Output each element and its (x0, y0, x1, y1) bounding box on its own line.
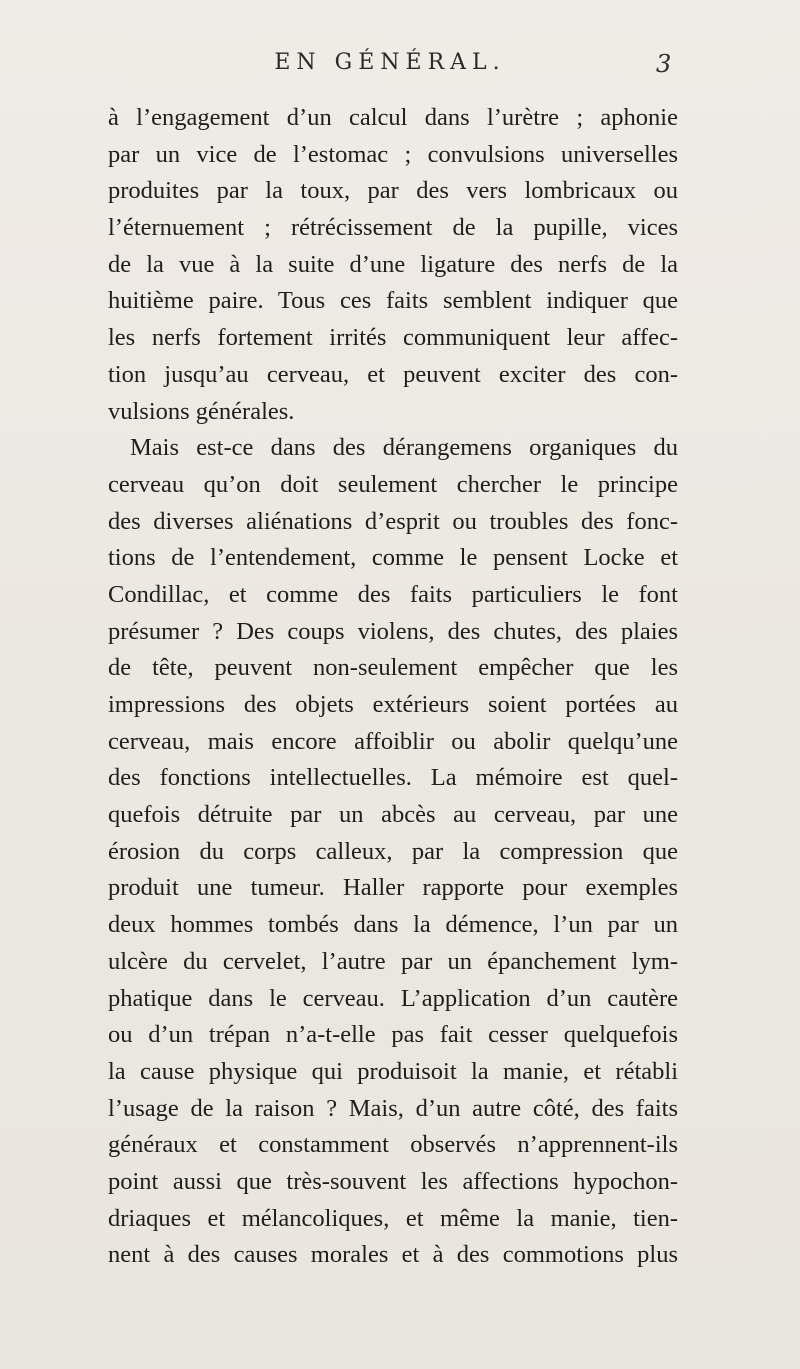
text-line: tion jusqu’au cerveau, et peuvent exciter des con- (108, 360, 678, 388)
text-line: de la vue à la suite d’une ligature des nerfs de la (108, 250, 678, 278)
text-line: les nerfs fortement irrités communiquent leur affec- (108, 324, 678, 352)
text-line: la cause physique qui produisoit la manie, et rétabli (108, 1057, 678, 1085)
text-line: des fonctions intellectuelles. La mémoire est quel- (108, 764, 678, 792)
text-line: impressions des objets extérieurs soient portées au (108, 691, 678, 718)
text-line: généraux et constamment observés n’apprennent-ils (108, 1131, 678, 1159)
text-line: huitième paire. Tous ces faits semblent indiquer que (108, 287, 678, 315)
text-line: driaques et mélancoliques, et même la manie, tien- (108, 1204, 678, 1232)
text-line: l’éternuement ; rétrécissement de la pupille, vices (108, 214, 678, 242)
text-line: Mais est-ce dans des dérangemens organiques du (130, 434, 678, 462)
text-line: ou d’un trépan n’a-t-elle pas fait cesser quelquefois (108, 1021, 678, 1049)
text-line: à l’engagement d’un calcul dans l’urètre ; aphonie (108, 104, 678, 131)
text-line: vulsions générales. (108, 397, 295, 425)
text-line: cerveau, mais encore affoiblir ou abolir quelqu’une (108, 727, 678, 755)
text-line: l’usage de la raison ? Mais, d’un autre côté, des faits (108, 1094, 678, 1122)
text-line: érosion du corps calleux, par la compression que (108, 837, 678, 865)
text-line: tions de l’entendement, comme le pensent Locke et (108, 544, 678, 572)
page-number: 3 (656, 50, 672, 78)
text-line: quefois détruite par un abcès au cerveau, par une (108, 801, 678, 829)
text-line: présumer ? Des coups violens, des chutes, des plaies (108, 617, 678, 645)
text-line: par un vice de l’estomac ; convulsions universelles (108, 140, 678, 168)
page-header (0, 50, 800, 90)
running-head: EN GÉNÉRAL. (274, 50, 506, 75)
text-line: produites par la toux, par des vers lombricaux ou (108, 177, 678, 205)
text-line: deux hommes tombés dans la démence, l’un par un (108, 911, 678, 939)
text-line: cerveau qu’on doit seulement chercher le principe (108, 470, 678, 498)
text-line: point aussi que très-souvent les affections hypochon- (108, 1167, 678, 1195)
text-line: Condillac, et comme des faits particuliers le font (108, 580, 678, 608)
text-line: phatique dans le cerveau. L’application d’un cautère (108, 984, 678, 1012)
text-line: ulcère du cervelet, l’autre par un épanchement lym- (108, 947, 678, 975)
text-line: produit une tumeur. Haller rapporte pour exemples (108, 874, 678, 902)
text-line: de tête, peuvent non-seulement empêcher que les (108, 654, 678, 682)
text-line: nent à des causes morales et à des commotions plus (108, 1241, 678, 1269)
text-line: des diverses aliénations d’esprit ou troubles des fonc- (108, 507, 678, 535)
body-text (108, 100, 678, 1274)
